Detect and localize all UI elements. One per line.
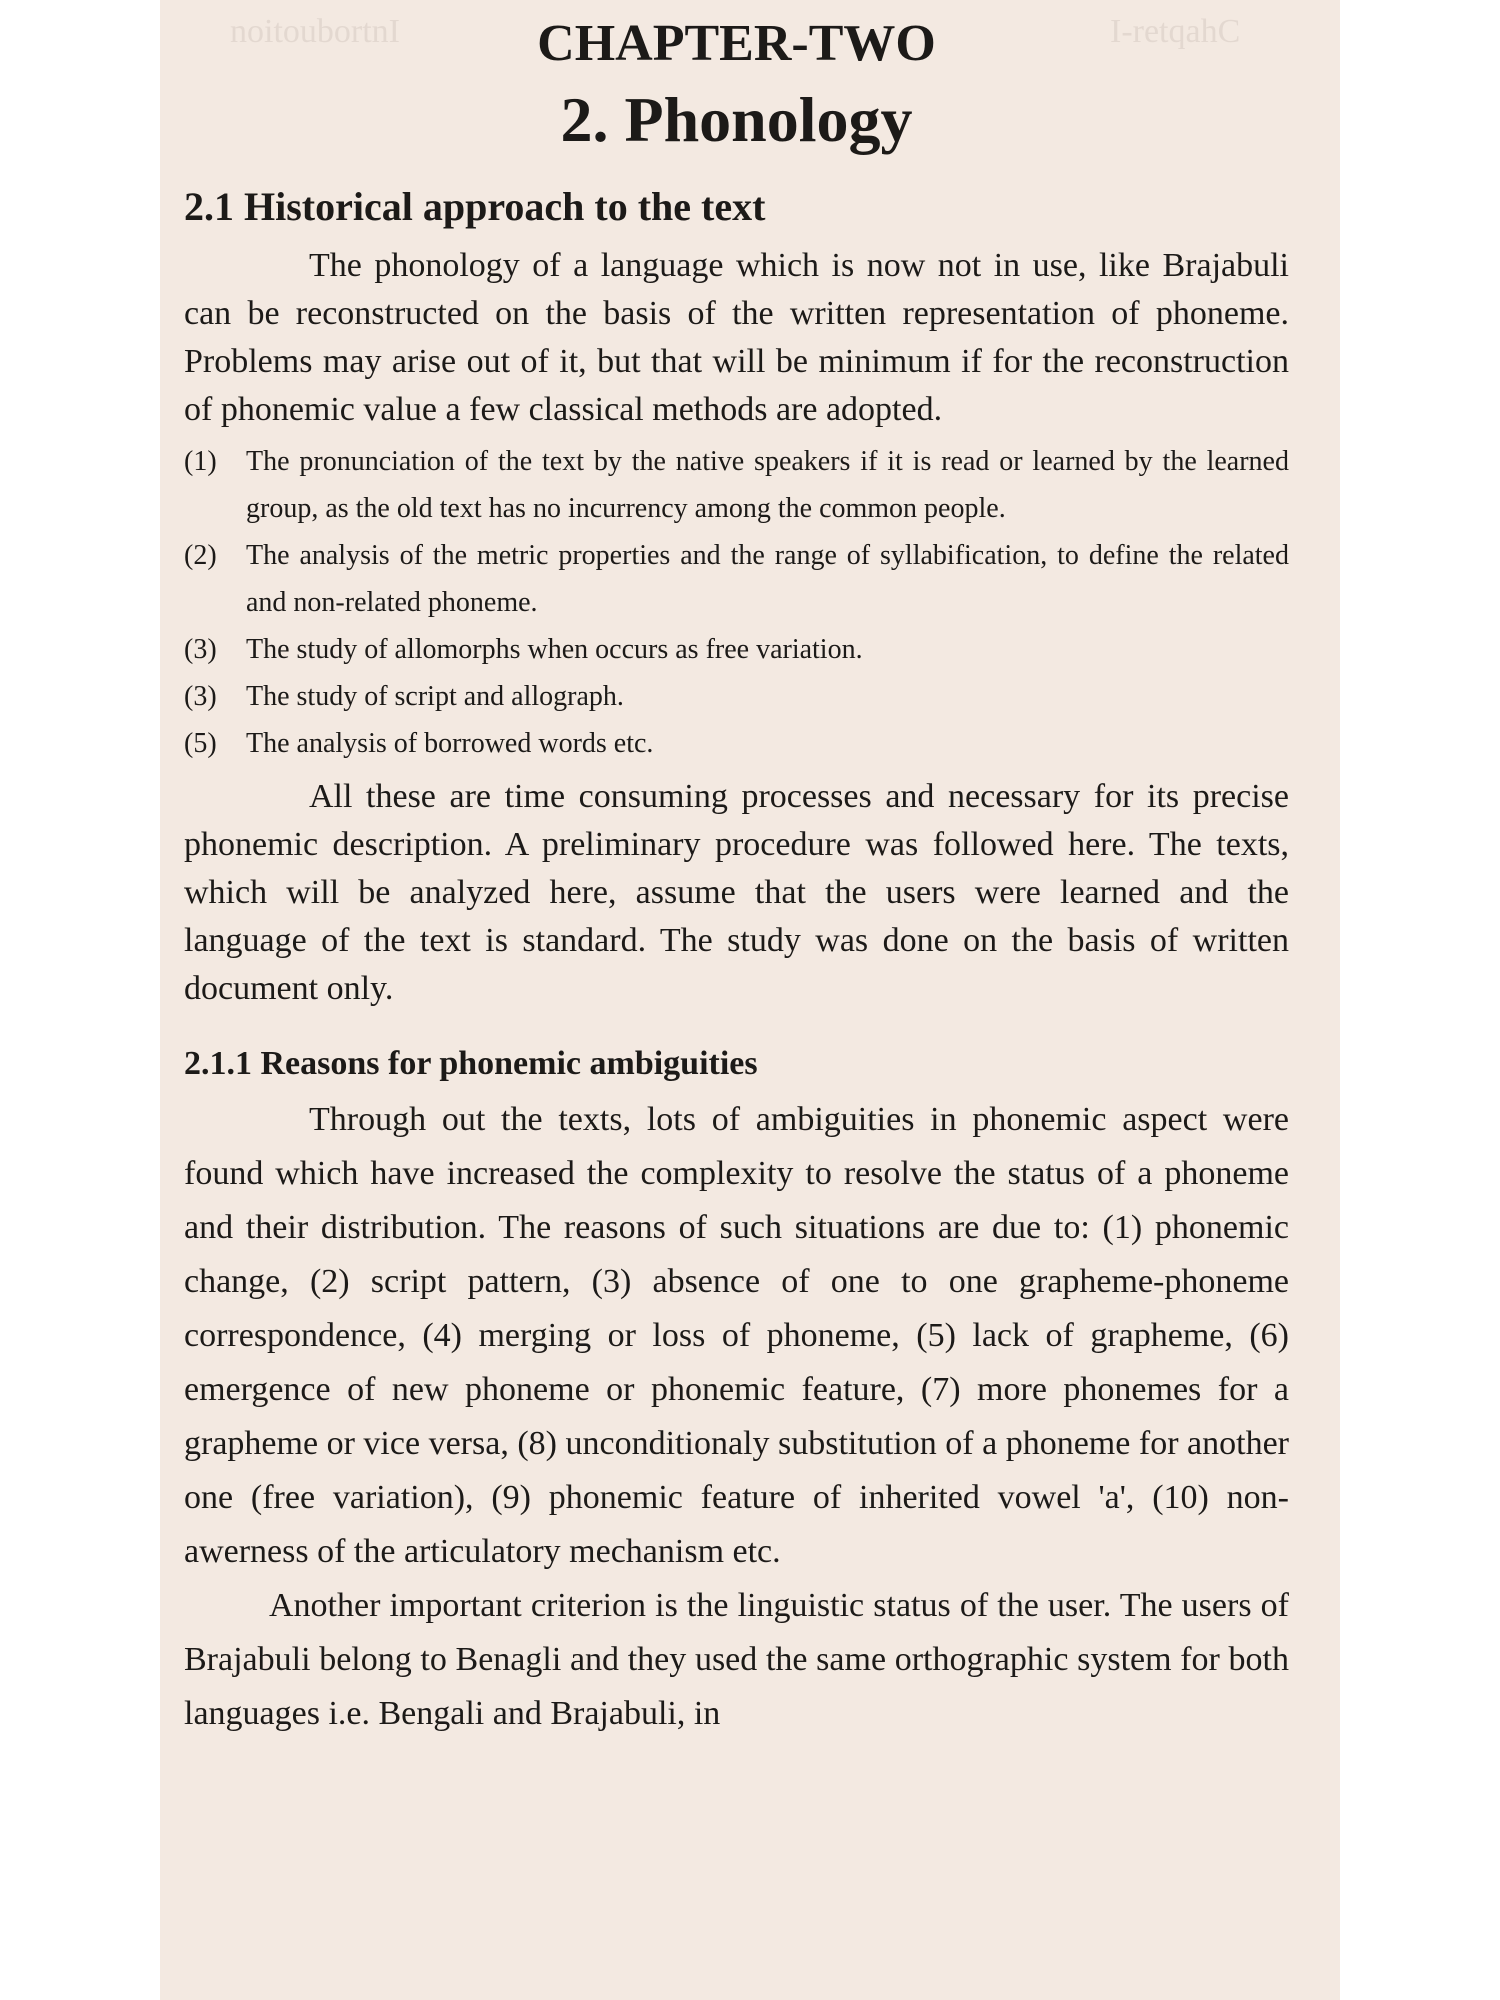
- page-content: [184, 10, 1289, 1741]
- left-margin: [0, 0, 160, 2000]
- chapter-label: CHAPTER-TWO: [537, 15, 936, 72]
- section-2-1-closing-paragraph: All these are time consuming processes and necessary for its precise phonemic description. A preliminary procedure was followed here. The texts, which will be analyzed here, assume that the users were learned and the language of the text is standard. The study was done on the basis of written document only.: [184, 778, 1289, 1007]
- right-margin: [1340, 0, 1500, 2000]
- reasons-paragraph: Through out the texts, lots of ambiguities in phonemic aspect were found which have increased the complexity to resolve the status of a phoneme and their distribution. The reasons of such situations are due to: (1) phonemic change, (2) script pattern, (3) absence of one to one grapheme-phoneme correspondence, (4) merging or loss of phoneme, (5) lack of grapheme, (6) emergence of new phoneme or phonemic feature, (7) more phonemes for a grapheme or vice versa, (8) unconditionaly substitution of a phoneme for another one (free variation), (9) phonemic feature of inherited vowel 'a', (10) non-awerness of the articulatory mechanism etc.: [184, 1101, 1289, 1570]
- list-item: (3) The study of allomorphs when occurs as free variation.: [184, 634, 863, 665]
- list-item: (3) The study of script and allograph.: [184, 681, 624, 712]
- bleed-through-header-right: I-retqahC: [1110, 13, 1241, 50]
- book-page: [160, 0, 1340, 2000]
- chapter-title: 2. Phonology: [560, 84, 913, 155]
- section-2-1-intro-paragraph: The phonology of a language which is now not in use, like Brajabuli can be reconstructed on the basis of the written representation of phoneme. Problems may arise out of it, but that will be minimum if for the reconstruction of phonemic value a few classical methods are adopted.: [184, 247, 1289, 428]
- section-heading-2-1-1: 2.1.1 Reasons for phonemic ambiguities: [184, 1045, 758, 1082]
- list-item: (1) The pronunciation of the text by the native speakers if it is read or learned by the learned group, as the old text has no incurrency among the common people.: [184, 446, 1289, 524]
- list-item: (5) The analysis of borrowed words etc.: [184, 728, 654, 759]
- list-item: (2) The analysis of the metric properties and the range of syllabification, to define the related and non-related phoneme.: [184, 540, 1289, 618]
- section-heading-2-1: 2.1 Historical approach to the text: [184, 184, 766, 229]
- methods-list: [184, 438, 1289, 767]
- linguistic-status-paragraph: Another important criterion is the linguistic status of the user. The users of Brajabuli belong to Benagli and they used the same orthographic system for both languages i.e. Bengali and Brajabuli, in: [184, 1587, 1289, 1732]
- bleed-through-header-left: noitoubortnI: [230, 13, 400, 50]
